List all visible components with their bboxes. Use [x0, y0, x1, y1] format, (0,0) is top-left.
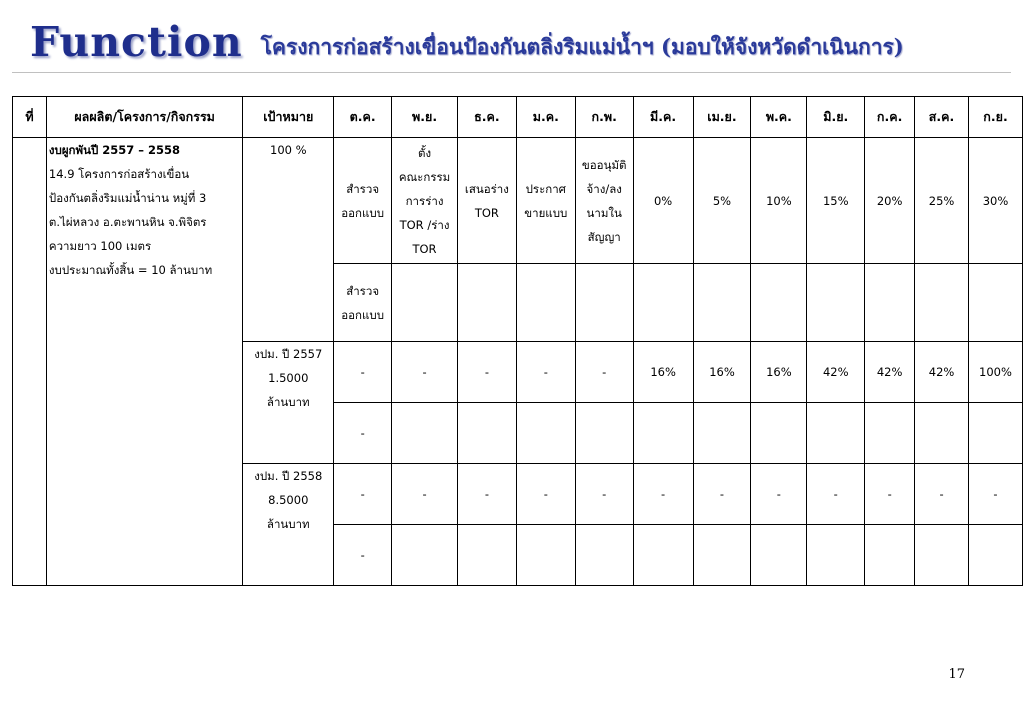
header-cell: ส.ค. [915, 97, 969, 138]
title-bar [30, 14, 904, 64]
cell-line: ประกาศ [525, 181, 566, 196]
page-number: 17 [948, 667, 965, 682]
budget-cell: - [575, 342, 633, 403]
header-cell: ต.ค. [334, 97, 392, 138]
cell-line: เสนอร่าง [464, 181, 509, 196]
schedule-table [12, 96, 1023, 586]
project-line: 14.9 โครงการก่อสร้างเขื่อน [48, 167, 190, 181]
budget-cell: - [457, 464, 516, 525]
budget-cell: - [334, 403, 392, 464]
empty-cell [807, 264, 865, 342]
plan-cell-aug: 25% [915, 138, 969, 264]
budget-cell: - [915, 464, 969, 525]
header-cell: ที่ [13, 97, 47, 138]
empty-cell [807, 403, 865, 464]
empty-cell [633, 403, 693, 464]
header-cell: พ.ค. [751, 97, 807, 138]
budget-cell: - [968, 464, 1022, 525]
cell-line: จ้าง/ลง [586, 181, 622, 196]
budget-cell: - [516, 464, 575, 525]
empty-cell [516, 264, 575, 342]
project-line: ความยาว 100 เมตร [48, 239, 152, 253]
plan-cell-nov [392, 138, 458, 264]
budget-cell: - [516, 342, 575, 403]
budget-cell: - [457, 342, 516, 403]
header-cell: ม.ค. [516, 97, 575, 138]
budget-cell: - [693, 464, 751, 525]
cell-line: ขายแบบ [524, 205, 568, 220]
cell-line: 8.5000 [268, 493, 309, 507]
empty-cell [915, 525, 969, 586]
cell-line: ตั้ง [417, 145, 432, 160]
budget-cell: - [751, 464, 807, 525]
budget-cell: 42% [915, 342, 969, 403]
cell-line: สัญญา [587, 229, 621, 244]
empty-cell [392, 403, 458, 464]
empty-cell [516, 525, 575, 586]
plan-cell-feb [575, 138, 633, 264]
header-cell: มิ.ย. [807, 97, 865, 138]
empty-cell [633, 264, 693, 342]
budget-cell: 42% [865, 342, 915, 403]
empty-cell [751, 403, 807, 464]
budget-cell: 16% [693, 342, 751, 403]
project-heading: งบผูกพันปี 2557 – 2558 [48, 143, 181, 157]
empty-cell [751, 525, 807, 586]
empty-cell [392, 525, 458, 586]
cell-line: ขออนุมัติ [581, 157, 627, 172]
budget-cell: - [575, 464, 633, 525]
budget-cell: - [865, 464, 915, 525]
budget-cell: - [334, 464, 392, 525]
actual-cell-oct [334, 264, 392, 342]
project-description [46, 138, 242, 586]
budget-cell: - [334, 342, 392, 403]
budget-cell: 42% [807, 342, 865, 403]
empty-cell [575, 403, 633, 464]
empty-cell [807, 525, 865, 586]
cell-line: ออกแบบ [341, 307, 385, 322]
page-subtitle: โครงการก่อสร้างเขื่อนป้องกันตลิ่งริมแม่น้ำฯ (มอบให้จังหวัดดำเนินการ) [260, 34, 904, 59]
plan-cell-dec [457, 138, 516, 264]
budget-cell: 16% [633, 342, 693, 403]
cell-line: ออกแบบ [341, 205, 385, 220]
empty-cell [968, 403, 1022, 464]
project-line: ป้องกันตลิ่งริมแม่น้ำน่าน หมู่ที่ 3 [48, 191, 207, 205]
title-divider [12, 72, 1011, 73]
plan-cell-may: 10% [751, 138, 807, 264]
cell-line: สำรวจ [346, 181, 380, 196]
number-cell [13, 138, 47, 586]
budget-cell: - [633, 464, 693, 525]
header-cell: ธ.ค. [457, 97, 516, 138]
empty-cell [575, 264, 633, 342]
cell-line: TOR /ร่าง [399, 217, 450, 232]
empty-cell [633, 525, 693, 586]
empty-cell [392, 264, 458, 342]
empty-cell [968, 525, 1022, 586]
cell-line: TOR [474, 205, 499, 220]
plan-cell-jul: 20% [865, 138, 915, 264]
plan-cell-jun: 15% [807, 138, 865, 264]
budget-cell: 100% [968, 342, 1022, 403]
empty-cell [865, 264, 915, 342]
empty-cell [575, 525, 633, 586]
empty-cell [693, 525, 751, 586]
header-cell: ก.พ. [575, 97, 633, 138]
plan-cell-oct [334, 138, 392, 264]
header-cell: พ.ย. [392, 97, 458, 138]
plan-cell-apr: 5% [693, 138, 751, 264]
header-cell: มี.ค. [633, 97, 693, 138]
empty-cell [516, 403, 575, 464]
empty-cell [915, 403, 969, 464]
budget-cell: 16% [751, 342, 807, 403]
cell-line: 1.5000 [268, 371, 309, 385]
budget-2558-label [243, 464, 334, 586]
plan-cell-jan [516, 138, 575, 264]
budget-cell: - [807, 464, 865, 525]
cell-line: ล้านบาท [266, 395, 310, 409]
budget-cell: - [392, 342, 458, 403]
header-cell: ผลผลิต/โครงการ/กิจกรรม [46, 97, 242, 138]
empty-cell [457, 264, 516, 342]
project-line: งบประมาณทั้งสิ้น = 10 ล้านบาท [48, 263, 213, 277]
cell-line: สำรวจ [346, 283, 380, 298]
cell-line: งปม. ปี 2558 [254, 469, 323, 483]
empty-cell [693, 403, 751, 464]
cell-line: การร่าง [405, 193, 444, 208]
empty-cell [457, 403, 516, 464]
empty-cell [751, 264, 807, 342]
plan-cell-mar: 0% [633, 138, 693, 264]
header-cell: ก.ค. [865, 97, 915, 138]
empty-cell [865, 525, 915, 586]
budget-2557-label [243, 342, 334, 464]
cell-line: นามใน [586, 205, 622, 220]
header-cell: เป้าหมาย [243, 97, 334, 138]
cell-line: งปม. ปี 2557 [254, 347, 323, 361]
empty-cell [457, 525, 516, 586]
budget-cell: - [392, 464, 458, 525]
page-title: Function [30, 18, 243, 66]
cell-line: คณะกรรม [398, 169, 451, 184]
target-cell: 100 % [243, 138, 334, 342]
budget-cell: - [334, 525, 392, 586]
header-row [13, 97, 1023, 138]
empty-cell [915, 264, 969, 342]
empty-cell [968, 264, 1022, 342]
cell-line: TOR [412, 241, 437, 256]
plan-cell-sep: 30% [968, 138, 1022, 264]
header-cell: ก.ย. [968, 97, 1022, 138]
header-cell: เม.ย. [693, 97, 751, 138]
empty-cell [865, 403, 915, 464]
table-row [13, 138, 1023, 264]
empty-cell [693, 264, 751, 342]
project-line: ต.ไผ่หลวง อ.ตะพานหิน จ.พิจิตร [48, 215, 207, 229]
cell-line: ล้านบาท [266, 517, 310, 531]
